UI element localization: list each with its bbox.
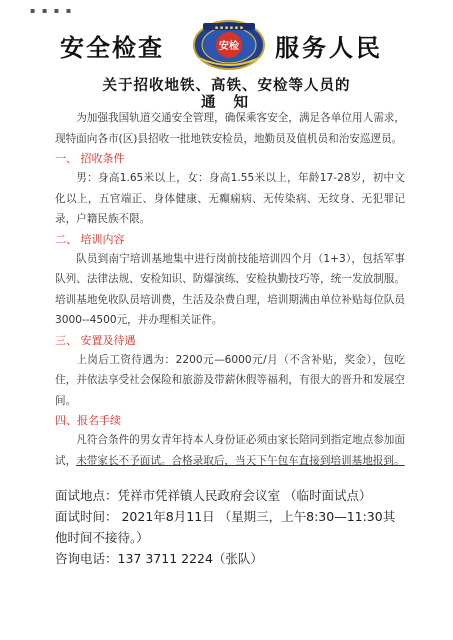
interview-time: 面试时间： 2021年8月11日 （星期三，上午8:30—11:30其他时间不接待。） [55, 509, 396, 545]
section-heading-conditions: 一、 招收条件 [55, 152, 125, 165]
section-text-placement: 上岗后工资待遇为：2200元—6000元/月（不含补贴，奖金），包吃住，并依法享受社会保险和旅游及带薪休假等福利，有很大的晋升和发展空间。 [55, 353, 405, 407]
notice-body [55, 108, 405, 471]
interview-location: 面试地点：凭祥市凭祥镇人民政府会议室 （临时面试点） [55, 488, 372, 503]
header-left-title: 安全检查 [60, 34, 164, 62]
section-text-registration [55, 430, 405, 471]
section-heading-registration: 四、报名手续 [55, 414, 121, 427]
intro-paragraph: 为加强我国轨道交通安全管理，确保乘客安全，满足各单位用人需求，现特面向各市(区)县招收一批地铁安检员，地勤员及值机员和治安巡逻员。 [55, 112, 405, 145]
notice-title-line1: 关于招收地铁、高铁、安检等人员的 [102, 78, 351, 94]
contact-phone: 咨询电话：137 3711 2224（张队） [55, 551, 263, 566]
header-right-title: 服务人民 [275, 34, 383, 62]
section-text-conditions: 男：身高1.65米以上，女：身高1.55米以上，年龄17-28岁，初中文化以上，五官端正、身体健康、无癫痫病、无传染病、无纹身、无犯罪记录，户籍民族不限。 [55, 172, 405, 225]
section-heading-placement: 三、 安置及待遇 [55, 333, 136, 347]
registration-text-underlined: 未带家长不予面试。合格录取后，当天下午包车直接到培训基地报到。 [76, 454, 405, 467]
notice-footer [55, 485, 405, 569]
notice-title-line2: 通知 [201, 95, 266, 111]
section-text-training: 队员到南宁培训基地集中进行岗前技能培训四个月（1+3），包括军事队列、法律法规、安检知识、防爆演练、安检执勤技巧等，统一发放制服。培训基地免收队员培训费，生活及杂费自理，培训期满由单位补贴每位队员3000--4500元，并办理相关证件。 [55, 252, 405, 326]
security-badge-icon [193, 20, 265, 70]
page-mark: ▪ ▪ ▪ ▪ [30, 6, 74, 15]
svg-text:▪ ▪ ▪ ▪ ▪ ▪: ▪ ▪ ▪ ▪ ▪ ▪ [214, 25, 244, 31]
section-heading-training: 二、 培训内容 [55, 232, 125, 246]
registration-text-plain: 凡符合条件的男女青年持本人身份证必须由家长陪同到指定地点参加面试， [55, 434, 405, 467]
header-banner [0, 20, 453, 72]
badge-label: 安检 [219, 41, 239, 52]
